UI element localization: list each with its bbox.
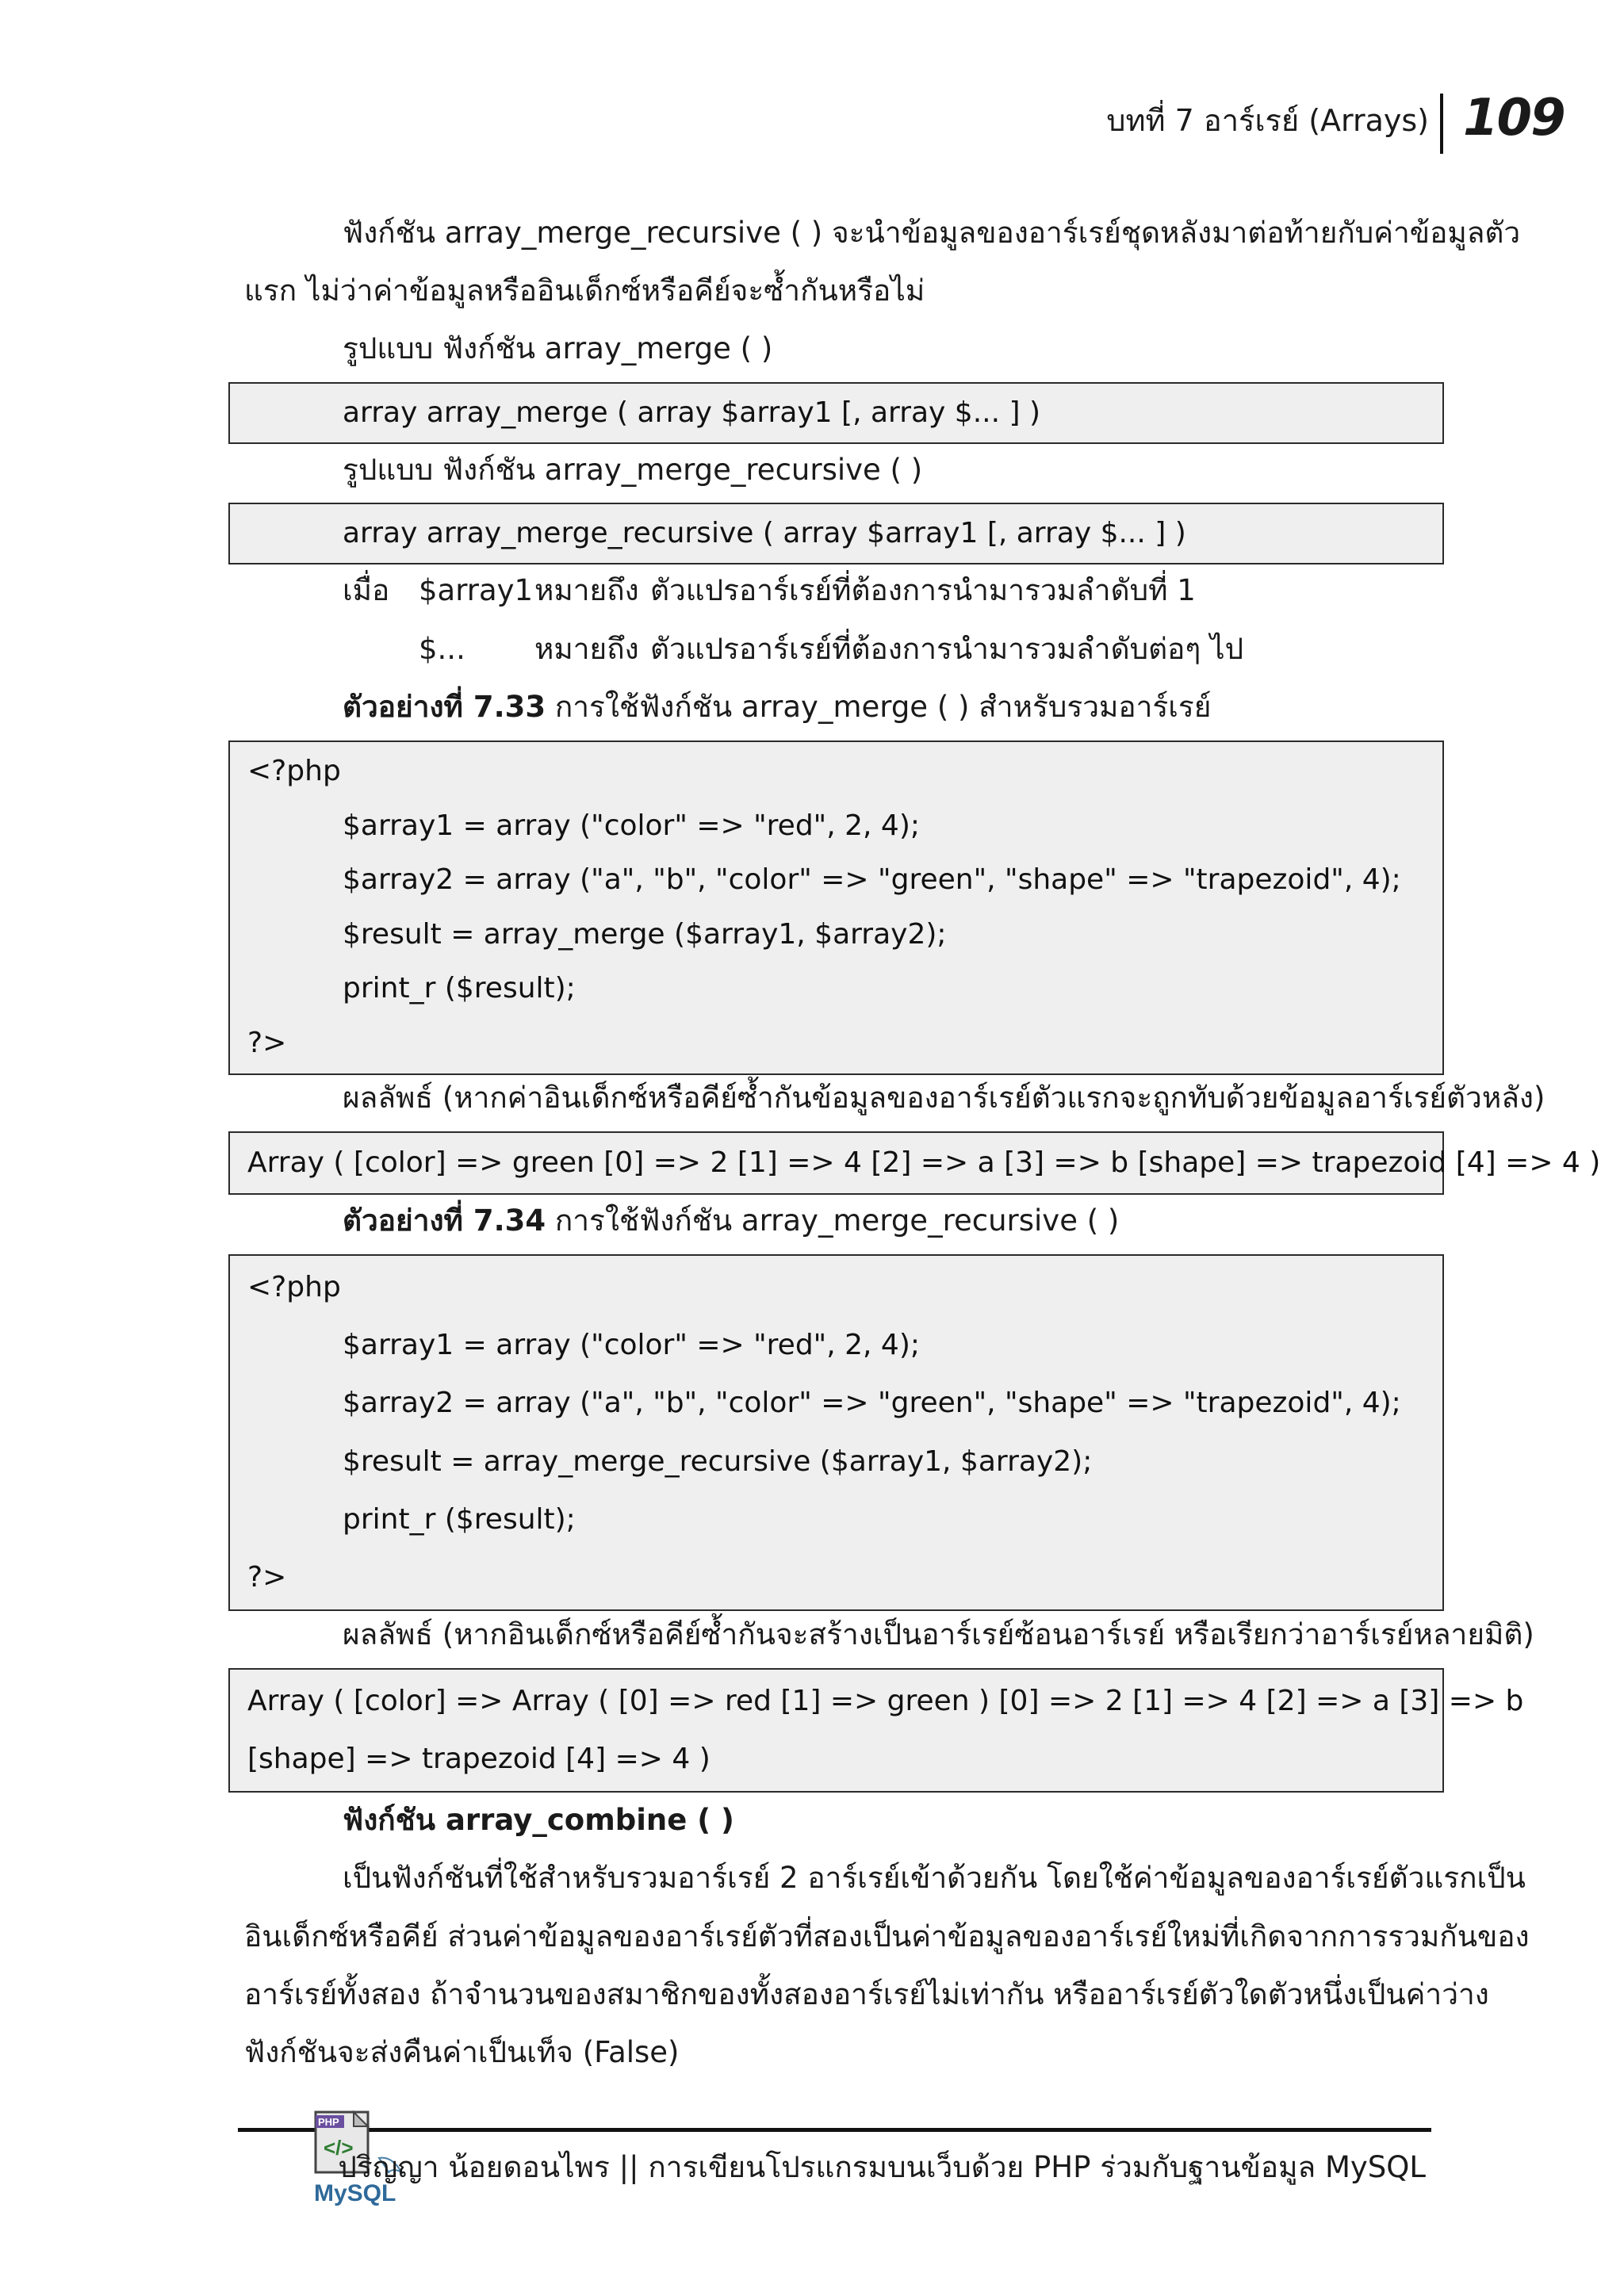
example-1-title: การใช้ฟังก์ชัน array_merge ( ) สำหรับรวมอาร์เรย์ [546,690,1212,724]
param-when: เมื่อ [343,573,390,607]
example-2-result-box [228,1668,1524,1793]
example-2-caption [343,1203,1119,1238]
param-2-name: $... [419,632,465,666]
example-1-result-label: ผลลัพธ์ (หากค่าอินเด็กซ์หรือคีย์ซ้ำกันข้อมูลของอาร์เรย์ตัวแรกจะถูกทับด้วยข้อมูลอาร์เรย์ตัวหลัง) [343,1081,1545,1115]
example-2-result-line-2: [shape] => trapezoid [4] => 4 ) [247,1743,710,1775]
mysql-text: MySQL [314,2180,396,2206]
code-line: $array2 = array ("a", "b", "color" => "green", "shape" => "trapezoid", 4); [343,1387,1401,1419]
example-1-code-box [228,740,1444,1075]
example-1-caption [343,690,1211,725]
header-divider [1440,94,1443,154]
code-icon: </> [324,2136,354,2160]
chapter-title: บทที่ 7 อาร์เรย์ (Arrays) [1106,103,1429,138]
intro-line-1: ฟังก์ชัน array_merge_recursive ( ) จะนำข้อมูลของอาร์เรย์ชุดหลังมาต่อท้ายกับค่าข้อมูลตัว [343,216,1521,250]
combine-line-2: อินเด็กซ์หรือคีย์ ส่วนค่าข้อมูลของอาร์เรย์ตัวที่สองเป็นค่าข้อมูลของอาร์เรย์ใหม่ที่เกิดจากการรวมกันของ [244,1919,1530,1954]
code-line: <?php [247,1271,341,1303]
section-heading-array-combine: ฟังก์ชัน array_combine ( ) [343,1803,734,1837]
code-line: ?> [247,1027,287,1059]
code-line: $array1 = array ("color" => "red", 2, 4); [343,1329,920,1361]
combine-line-4: ฟังก์ชันจะส่งคืนค่าเป็นเท็จ (False) [244,2035,680,2069]
example-2-title: การใช้ฟังก์ชัน array_merge_recursive ( ) [546,1203,1120,1238]
php-badge-text: PHP [318,2116,339,2128]
combine-line-3: อาร์เรย์ทั้งสอง ถ้าจำนวนของสมาชิกของทั้งสองอาร์เรย์ไม่เท่ากัน หรืออาร์เรย์ตัวใดตัวหนึ่งเป็นค่าว่าง [244,1977,1489,2011]
page-number: 109 [1463,89,1565,147]
syntax-label-merge: รูปแบบ ฟังก์ชัน array_merge ( ) [343,331,773,365]
syntax-box-merge-recursive [228,503,1444,564]
param-2-means: หมายถึง [534,632,639,666]
param-2-desc: ตัวแปรอาร์เรย์ที่ต้องการนำมารวมลำดับต่อๆ ไป [650,632,1244,666]
syntax-code-merge: array array_merge ( array $array1 [, array $... ] ) [343,396,1041,429]
code-line: $array1 = array ("color" => "red", 2, 4); [343,809,920,842]
param-1-means: หมายถึง [534,573,639,607]
example-2-result-line-1: Array ( [color] => Array ( [0] => red [1] => green ) [0] => 2 [1] => 4 [2] => a [3] => b [247,1685,1524,1717]
syntax-code-merge-recursive: array array_merge_recursive ( array $array1 [, array $... ] ) [343,517,1186,549]
intro-line-2: แรก ไม่ว่าค่าข้อมูลหรืออินเด็กซ์หรือคีย์จะซ้ำกันหรือไม่ [244,274,925,308]
combine-line-1: เป็นฟังก์ชันที่ใช้สำหรับรวมอาร์เรย์ 2 อาร์เรย์เข้าด้วยกัน โดยใช้ค่าข้อมูลของอาร์เรย์ตัวแรกเป็น [343,1861,1526,1895]
param-1-desc: ตัวแปรอาร์เรย์ที่ต้องการนำมารวมลำดับที่ 1 [650,573,1196,607]
code-line: $array2 = array ("a", "b", "color" => "green", "shape" => "trapezoid", 4); [343,863,1401,896]
example-2-code-box [228,1254,1444,1611]
code-line: $result = array_merge_recursive ($array1, $array2); [343,1445,1093,1478]
code-line: ?> [247,1561,287,1594]
example-2-result-label: ผลลัพธ์ (หากอินเด็กซ์หรือคีย์ซ้ำกันจะสร้างเป็นอาร์เรย์ซ้อนอาร์เรย์ หรือเรียกว่าอาร์เรย์หลายมิติ) [343,1617,1534,1651]
example-1-result-box [228,1131,1601,1195]
code-line: print_r ($result); [343,1503,576,1536]
code-line: <?php [247,755,341,787]
syntax-label-merge-recursive: รูปแบบ ฟังก์ชัน array_merge_recursive ( ) [343,453,923,487]
code-line: print_r ($result); [343,972,576,1004]
example-1-number: ตัวอย่างที่ 7.33 [343,690,546,724]
footer-text: ปริญญา น้อยดอนไพร || การเขียนโปรแกรมบนเว็บด้วย PHP ร่วมกับฐานข้อมูล MySQL [338,2150,1426,2184]
param-1-name: $array1 [419,573,534,607]
example-2-number: ตัวอย่างที่ 7.34 [343,1203,546,1238]
code-line: $result = array_merge ($array1, $array2); [343,918,947,951]
syntax-box-merge [228,382,1444,444]
example-1-result: Array ( [color] => green [0] => 2 [1] => 4 [2] => a [3] => b [shape] => trapezoid [4] => 4 ) [247,1146,1601,1179]
